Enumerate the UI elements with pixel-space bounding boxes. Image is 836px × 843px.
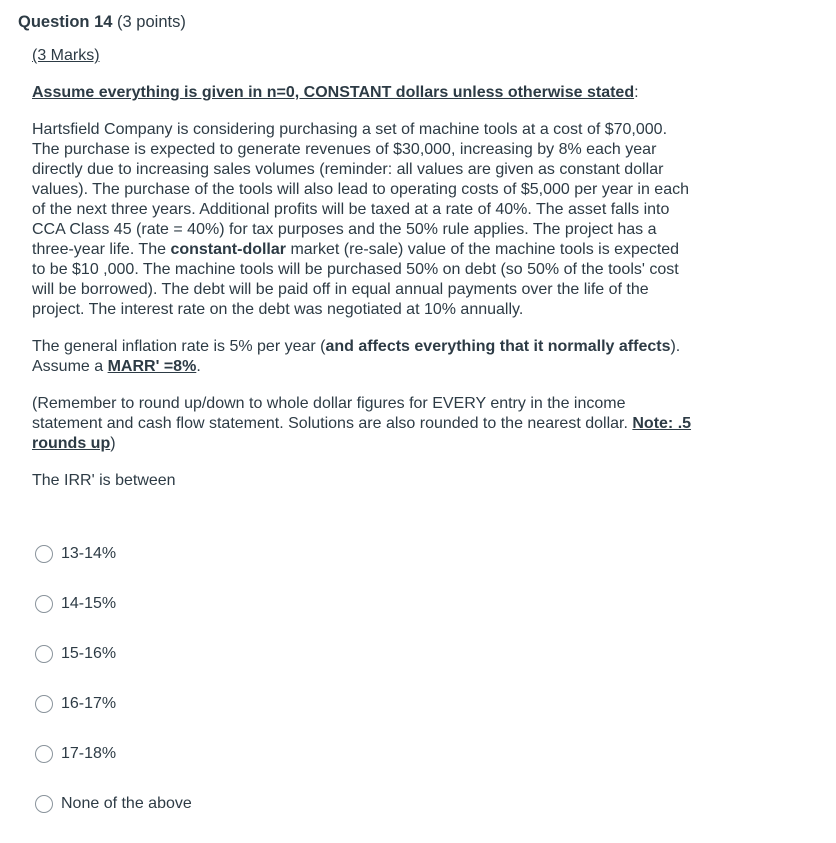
answer-option-1[interactable]: [35, 543, 192, 565]
assumption-statement: [32, 83, 692, 103]
answer-option-3[interactable]: [35, 643, 192, 665]
radio-button[interactable]: [35, 545, 53, 563]
problem-text-1: Hartsfield Company is considering purchasing a set of machine tools at a cost of $70,000. The purchase is expected to generate revenues of $30,000, increasing by 8% each year directly due to increasing sales volumes (reminder: all values are given as constant dollar values). The purchase of the tools will also lead to operating costs of $5,000 per year in each of the next three years. Additional profits will be taxed at a rate of 40%. The asset falls into CCA Class 45 (rate = 40%) for tax purposes and the 50% rule applies. The project has a three-year life. The: [32, 121, 689, 258]
option-label: 13-14%: [61, 545, 117, 562]
inflation-text-1: The general inflation rate is 5% per year (: [32, 338, 326, 355]
radio-button[interactable]: [35, 745, 53, 763]
rounding-text: (Remember to round up/down to whole dollar figures for EVERY entry in the income statement and cash flow statement. Solutions are also rounded to the nearest dollar.: [32, 395, 633, 432]
assumption-colon: :: [634, 84, 639, 101]
question-prompt: The IRR' is between: [32, 472, 176, 489]
problem-text-2: market (re-sale) value of the machine tools is expected to be $10 ,000. The machine tools will be purchased 50% on debt (so 50% of the tools' cost will be borrowed). The debt will be paid off in equal annual payments over the life of the project. The interest rate on the debt was negotiated at 10% annually.: [32, 241, 680, 318]
problem-paragraph: [32, 120, 692, 320]
rounding-note: Note: .5 rounds up: [32, 415, 692, 452]
option-label: 17-18%: [61, 745, 117, 762]
radio-button[interactable]: [35, 695, 53, 713]
marks-label: (3 Marks): [32, 47, 100, 64]
option-label: None of the above: [61, 795, 192, 812]
assumption-text: Assume everything is given in n=0, CONSTANT dollars unless otherwise stated: [32, 84, 635, 101]
inflation-bold: and affects everything that it normally affects: [325, 338, 671, 355]
marr-value: MARR' =8%: [107, 358, 197, 375]
radio-button[interactable]: [35, 595, 53, 613]
problem-bold-term: constant-dollar: [170, 241, 286, 258]
question-header: [18, 13, 186, 32]
answer-options: [35, 543, 192, 843]
rounding-close: ): [110, 435, 116, 452]
radio-button[interactable]: [35, 795, 53, 813]
option-label: 16-17%: [61, 695, 117, 712]
inflation-text-3: .: [196, 358, 201, 375]
answer-option-4[interactable]: [35, 693, 192, 715]
inflation-paragraph: [32, 337, 692, 377]
question-title: Question 14: [18, 13, 113, 31]
answer-option-6[interactable]: [35, 793, 192, 815]
answer-option-2[interactable]: [35, 593, 192, 615]
inflation-text-2: ). Assume a: [32, 338, 681, 375]
question-body: [32, 46, 692, 491]
question-points: (3 points): [117, 13, 186, 31]
option-label: 15-16%: [61, 645, 117, 662]
answer-option-5[interactable]: [35, 743, 192, 765]
radio-button[interactable]: [35, 645, 53, 663]
option-label: 14-15%: [61, 595, 117, 612]
rounding-paragraph: [32, 394, 692, 454]
